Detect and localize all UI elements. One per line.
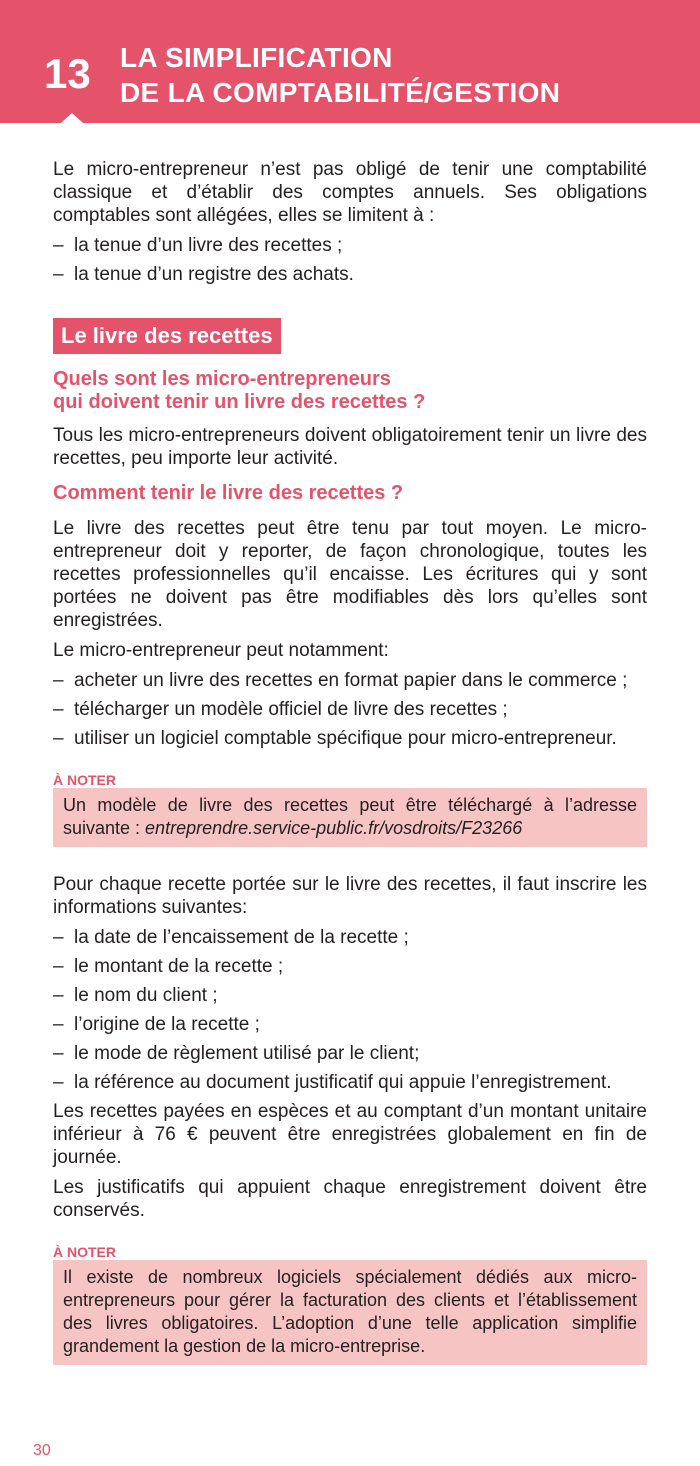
intro-paragraph: Le micro-entrepreneur n’est pas obligé de tenir une comptabilité classique et d’établir des comptes annuels. Ses obligations comptables sont allégées, elles se limitent à :	[53, 159, 647, 226]
chapter-title-line2: DE LA COMPTABILITÉ/GESTION	[120, 77, 561, 108]
note-box-1	[53, 788, 647, 847]
list-item: – télécharger un modèle officiel de livre des recettes ;	[53, 698, 647, 721]
list-item: – la tenue d’un livre des recettes ;	[53, 234, 647, 257]
list-item: – acheter un livre des recettes en format papier dans le commerce ;	[53, 669, 647, 692]
page-content	[53, 158, 647, 1365]
section-heading: Le livre des recettes	[53, 318, 281, 354]
page-number: 30	[33, 1442, 51, 1459]
list-item: – la date de l’encaissement de la recette ;	[53, 926, 647, 949]
chapter-title	[120, 40, 560, 110]
list-item: – la tenue d’un registre des achats.	[53, 263, 647, 286]
answer-paragraph-2: Le livre des recettes peut être tenu par tout moyen. Le micro-entrepreneur doit y reporter, de façon chronologique, toutes les recettes professionnelles qu’il encaisse. Les écritures qui y sont portées ne doivent pas être modifiables dès lors qu’elles sont enregistrées.	[53, 518, 647, 631]
list-item: – le nom du client ;	[53, 984, 647, 1007]
info-list	[53, 926, 647, 1094]
list-item: – l’origine de la recette ;	[53, 1013, 647, 1036]
answer-paragraph-1: Tous les micro-entrepreneurs doivent obligatoirement tenir un livre des recettes, peu importe leur activité.	[53, 425, 647, 469]
question-heading-1: Quels sont les micro-entrepreneurs qui doivent tenir un livre des recettes ?	[53, 368, 426, 413]
note-label-1: À NOTER	[53, 772, 116, 788]
note-box-2: Il existe de nombreux logiciels spécialement dédiés aux micro-entrepreneurs pour gérer la facturation des clients et l’établissement des livres obligatoires. L’adoption d’une telle application simplifie grandement la gestion de la micro-entreprise.	[53, 1260, 647, 1365]
chapter-title-line1: LA SIMPLIFICATION	[120, 42, 393, 73]
list-item: – la référence au document justificatif qui appuie l’enregistrement.	[53, 1071, 647, 1094]
answer-paragraph-3: Le micro-entrepreneur peut notamment:	[53, 640, 389, 661]
list-item: – le mode de règlement utilisé par le client;	[53, 1042, 647, 1065]
info-paragraph-1: Les recettes payées en espèces et au comptant d’un montant unitaire inférieur à 76 € peuvent être enregistrées globalement en fin de journée.	[53, 1101, 647, 1168]
list-item: – utiliser un logiciel comptable spécifique pour micro-entrepreneur.	[53, 727, 647, 750]
list-item: – le montant de la recette ;	[53, 955, 647, 978]
options-list	[53, 669, 647, 750]
header-notch	[61, 113, 83, 123]
chapter-number: 13	[44, 50, 91, 97]
intro-list	[53, 234, 647, 286]
note-link[interactable]: entreprendre.service-public.fr/vosdroits/F23266	[145, 818, 523, 838]
question-heading-2: Comment tenir le livre des recettes ?	[53, 482, 404, 504]
chapter-header	[0, 0, 700, 123]
note-label-2: À NOTER	[53, 1244, 116, 1260]
note-text-1: Un modèle de livre des recettes peut être téléchargé à l’adresse suivante :	[63, 795, 637, 838]
info-intro: Pour chaque recette portée sur le livre des recettes, il faut inscrire les informations suivantes:	[53, 874, 647, 918]
info-paragraph-2: Les justificatifs qui appuient chaque enregistrement doivent être conservés.	[53, 1177, 647, 1221]
